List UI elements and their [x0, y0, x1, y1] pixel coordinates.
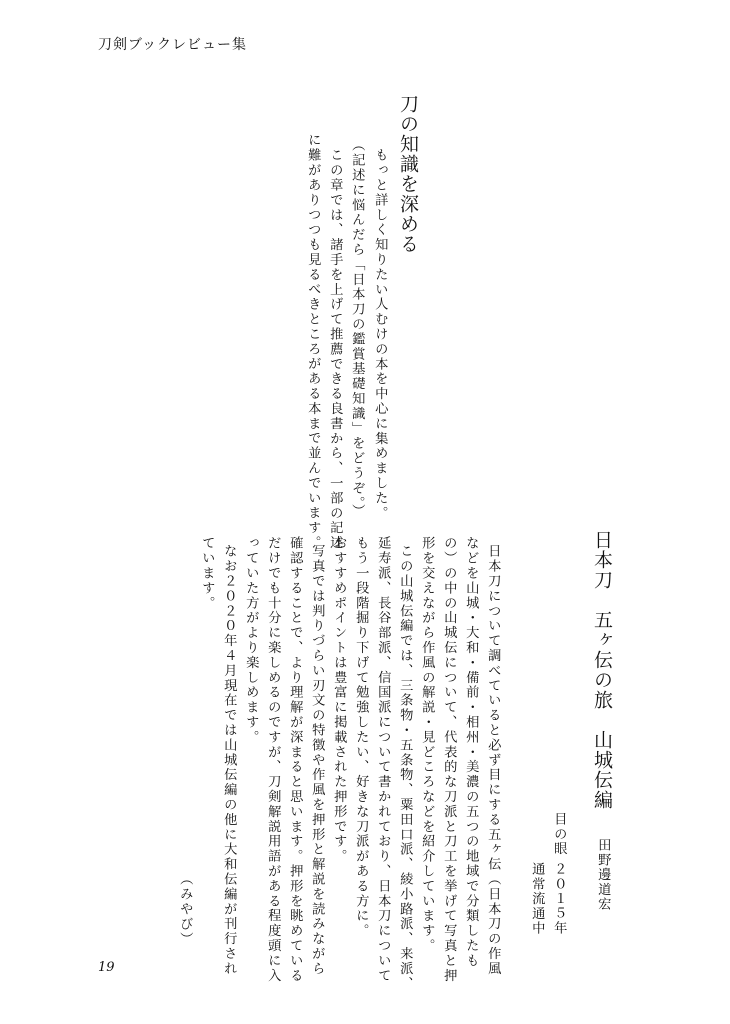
- book-title: 日本刀 五ヶ伝の旅 山城伝編: [591, 530, 613, 810]
- review-line: この山城伝編では、三条物・五条物、粟田口派、綾小路派、来派、: [397, 544, 413, 991]
- review-line: 形を交えながら作風の解説・見どころなどを紹介しています。: [419, 536, 435, 954]
- review-line: の）の中の山城伝について、代表的な刀派と刀工を挙げて写真と押: [441, 536, 457, 983]
- review-line: もう一段階掘り下げて勉強したい、好きな刀派がある方に。: [353, 536, 369, 939]
- review-line: 写真では判りづらい刃文の特徴や作風を押形と解説を読みながら: [309, 544, 325, 977]
- review-line: などを山城・大和・備前・相州・美濃の五つの地域で分類したも: [463, 536, 479, 969]
- review-line: 延寿派、長谷部派、信国派について書かれており、日本刀について: [375, 536, 391, 983]
- intro-line: この章では、諸手を上げて推薦できる良書から、一部の記述: [327, 148, 343, 551]
- review-line: 確認することで、より理解が深まると思います。押形を眺めている: [287, 536, 303, 983]
- book-publisher: 目の眼: [551, 812, 567, 857]
- intro-line: に難がありつつも見るべきところがある本まで並んでいます。: [305, 133, 321, 551]
- book-distribution: 通常流通中: [529, 862, 545, 936]
- review-line: おすすめポイントは豊富に掲載された押形です。: [331, 536, 347, 864]
- reviewer-signature: （みやび）: [177, 872, 193, 947]
- intro-line: （記述に悩んだら「日本刀の鑑賞基礎知識」をどうぞ。）: [349, 138, 365, 519]
- review-line: なお２０２０年４月現在では山城伝編の他に大和伝編が刊行され: [221, 544, 237, 977]
- intro-line: もっと詳しく知りたい人むけの本を中心に集めました。: [372, 148, 388, 521]
- running-header: 刀剣ブックレビュー集: [98, 37, 248, 53]
- review-line: ています。: [199, 536, 215, 611]
- book-author: 田野邊道宏: [595, 838, 611, 912]
- review-line: 日本刀について調べていると必ず目にする五ヶ伝（日本刀の作風: [485, 544, 501, 977]
- book-year: ２０１５年: [551, 862, 567, 936]
- review-line: だけでも十分に楽しめるのですが、刀剣解説用語がある程度頭に入: [265, 536, 281, 983]
- section-title-knowledge: 刀の知識を深める: [397, 94, 419, 254]
- page-number: 19: [98, 960, 115, 975]
- review-line: っていた方がより楽しめます。: [243, 536, 259, 745]
